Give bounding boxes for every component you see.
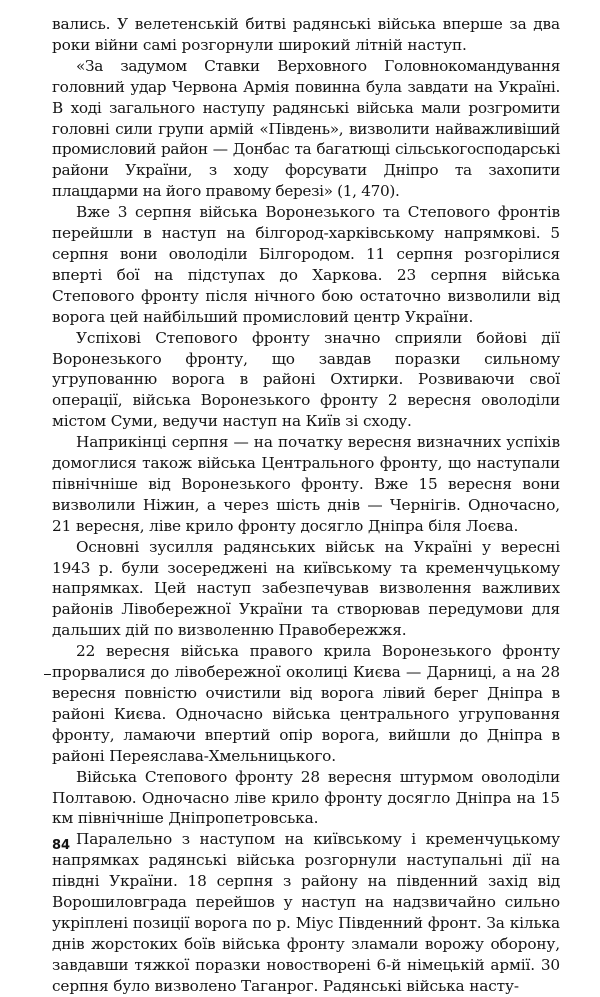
paragraph-6: Основні зусилля радянських військ на Україні у вересні 1943 р. були зосереджені на київському та кременчуцькому напрямках. Цей наступ забезпечував визволення важливих районів Лівобережної України та створював передумови для дальших дій по визволенню Правобережжя. (52, 537, 560, 640)
paragraph-1: вались. У велетенській битві радянські війська вперше за два роки війни самі розгорнули широкий літній наступ. (52, 15, 560, 54)
paragraph-9: Паралельно з наступом на київському і кременчуцькому напрямках радянські війська розгорнули наступальні дії на півдні України. 18 серпня з району на південний захід від Ворошиловграда перейшов у наступ на надзвичайно сильно укріплені позиції ворога по р. Міус Південний фронт. За кілька днів жорстоких боїв війська фронту зламали ворожу оборону, завдавши тяжкої поразки новостворені 6-й німецькій армії. 30 серпня було визволено Таганрог. Радянські війська насту- (52, 830, 560, 995)
paragraph-8: Війська Степового фронту 28 вересня штурмом оволоділи Полтавою. Одночасно ліве крило фронту досягло Дніпра на 15 км північніше Дніпропетровська. (52, 767, 560, 828)
paragraph-4: Успіхові Степового фронту значно сприяли бойові дії Воронезького фронту, що завдав поразки сильному угрупованню ворога в районі Охтирки. Розвиваючи свої операції, війська Воронезького фронту 2 вересня оволоділи містом Суми, ведучи наступ на Київ зі сходу. (52, 328, 560, 431)
paragraph-2-quote: «За задумом Ставки Верховного Головнокомандування головний удар Червона Армія повинна була завдати на Україні. В ході загального наступу радянські війська мали розгромити головні сили групи армій «Південь», визволити найважливіший промисловий район — Донбас та багатющі сільськогосподарські райони України, з ходу форсувати Дніпро та захопити плацдарми на його правому березі» (1, 470). (52, 56, 560, 201)
page-number: 84 (52, 838, 71, 853)
book-page (52, 14, 560, 997)
paragraph-5: Наприкінці серпня — на початку вересня визначних успіхів домоглися також війська Центрального фронту, що наступали північніше від Воронезького фронту. Вже 15 вересня вони визволили Ніжин, а через шість днів — Чернігів. Одночасно, 21 вересня, ліве крило фронту досягло Дніпра біля Лоєва. (52, 433, 560, 535)
margin-dash-mark (44, 674, 51, 675)
paragraph-7: 22 вересня війська правого крила Воронезького фронту прорвалися до лівобережної околиці Києва — Дарниці, а на 28 вересня повністю очистили від ворога лівий берег Дніпра в районі Києва. Одночасно війська центрального угруповання фронту, ламаючи впертий опір ворога, вийшли до Дніпра в районі Переяслава-Хмельницького. (52, 642, 560, 765)
paragraph-3: Вже 3 серпня війська Воронезького та Степового фронтів перейшли в наступ на білгород-харківському напрямкові. 5 серпня вони оволоділи Білгородом. 11 серпня розгорілися вперті бої на підступах до Харкова. 23 серпня війська Степового фронту після нічного бою остаточно визволили від ворога цей найбільший промисловий центр України. (52, 203, 560, 326)
